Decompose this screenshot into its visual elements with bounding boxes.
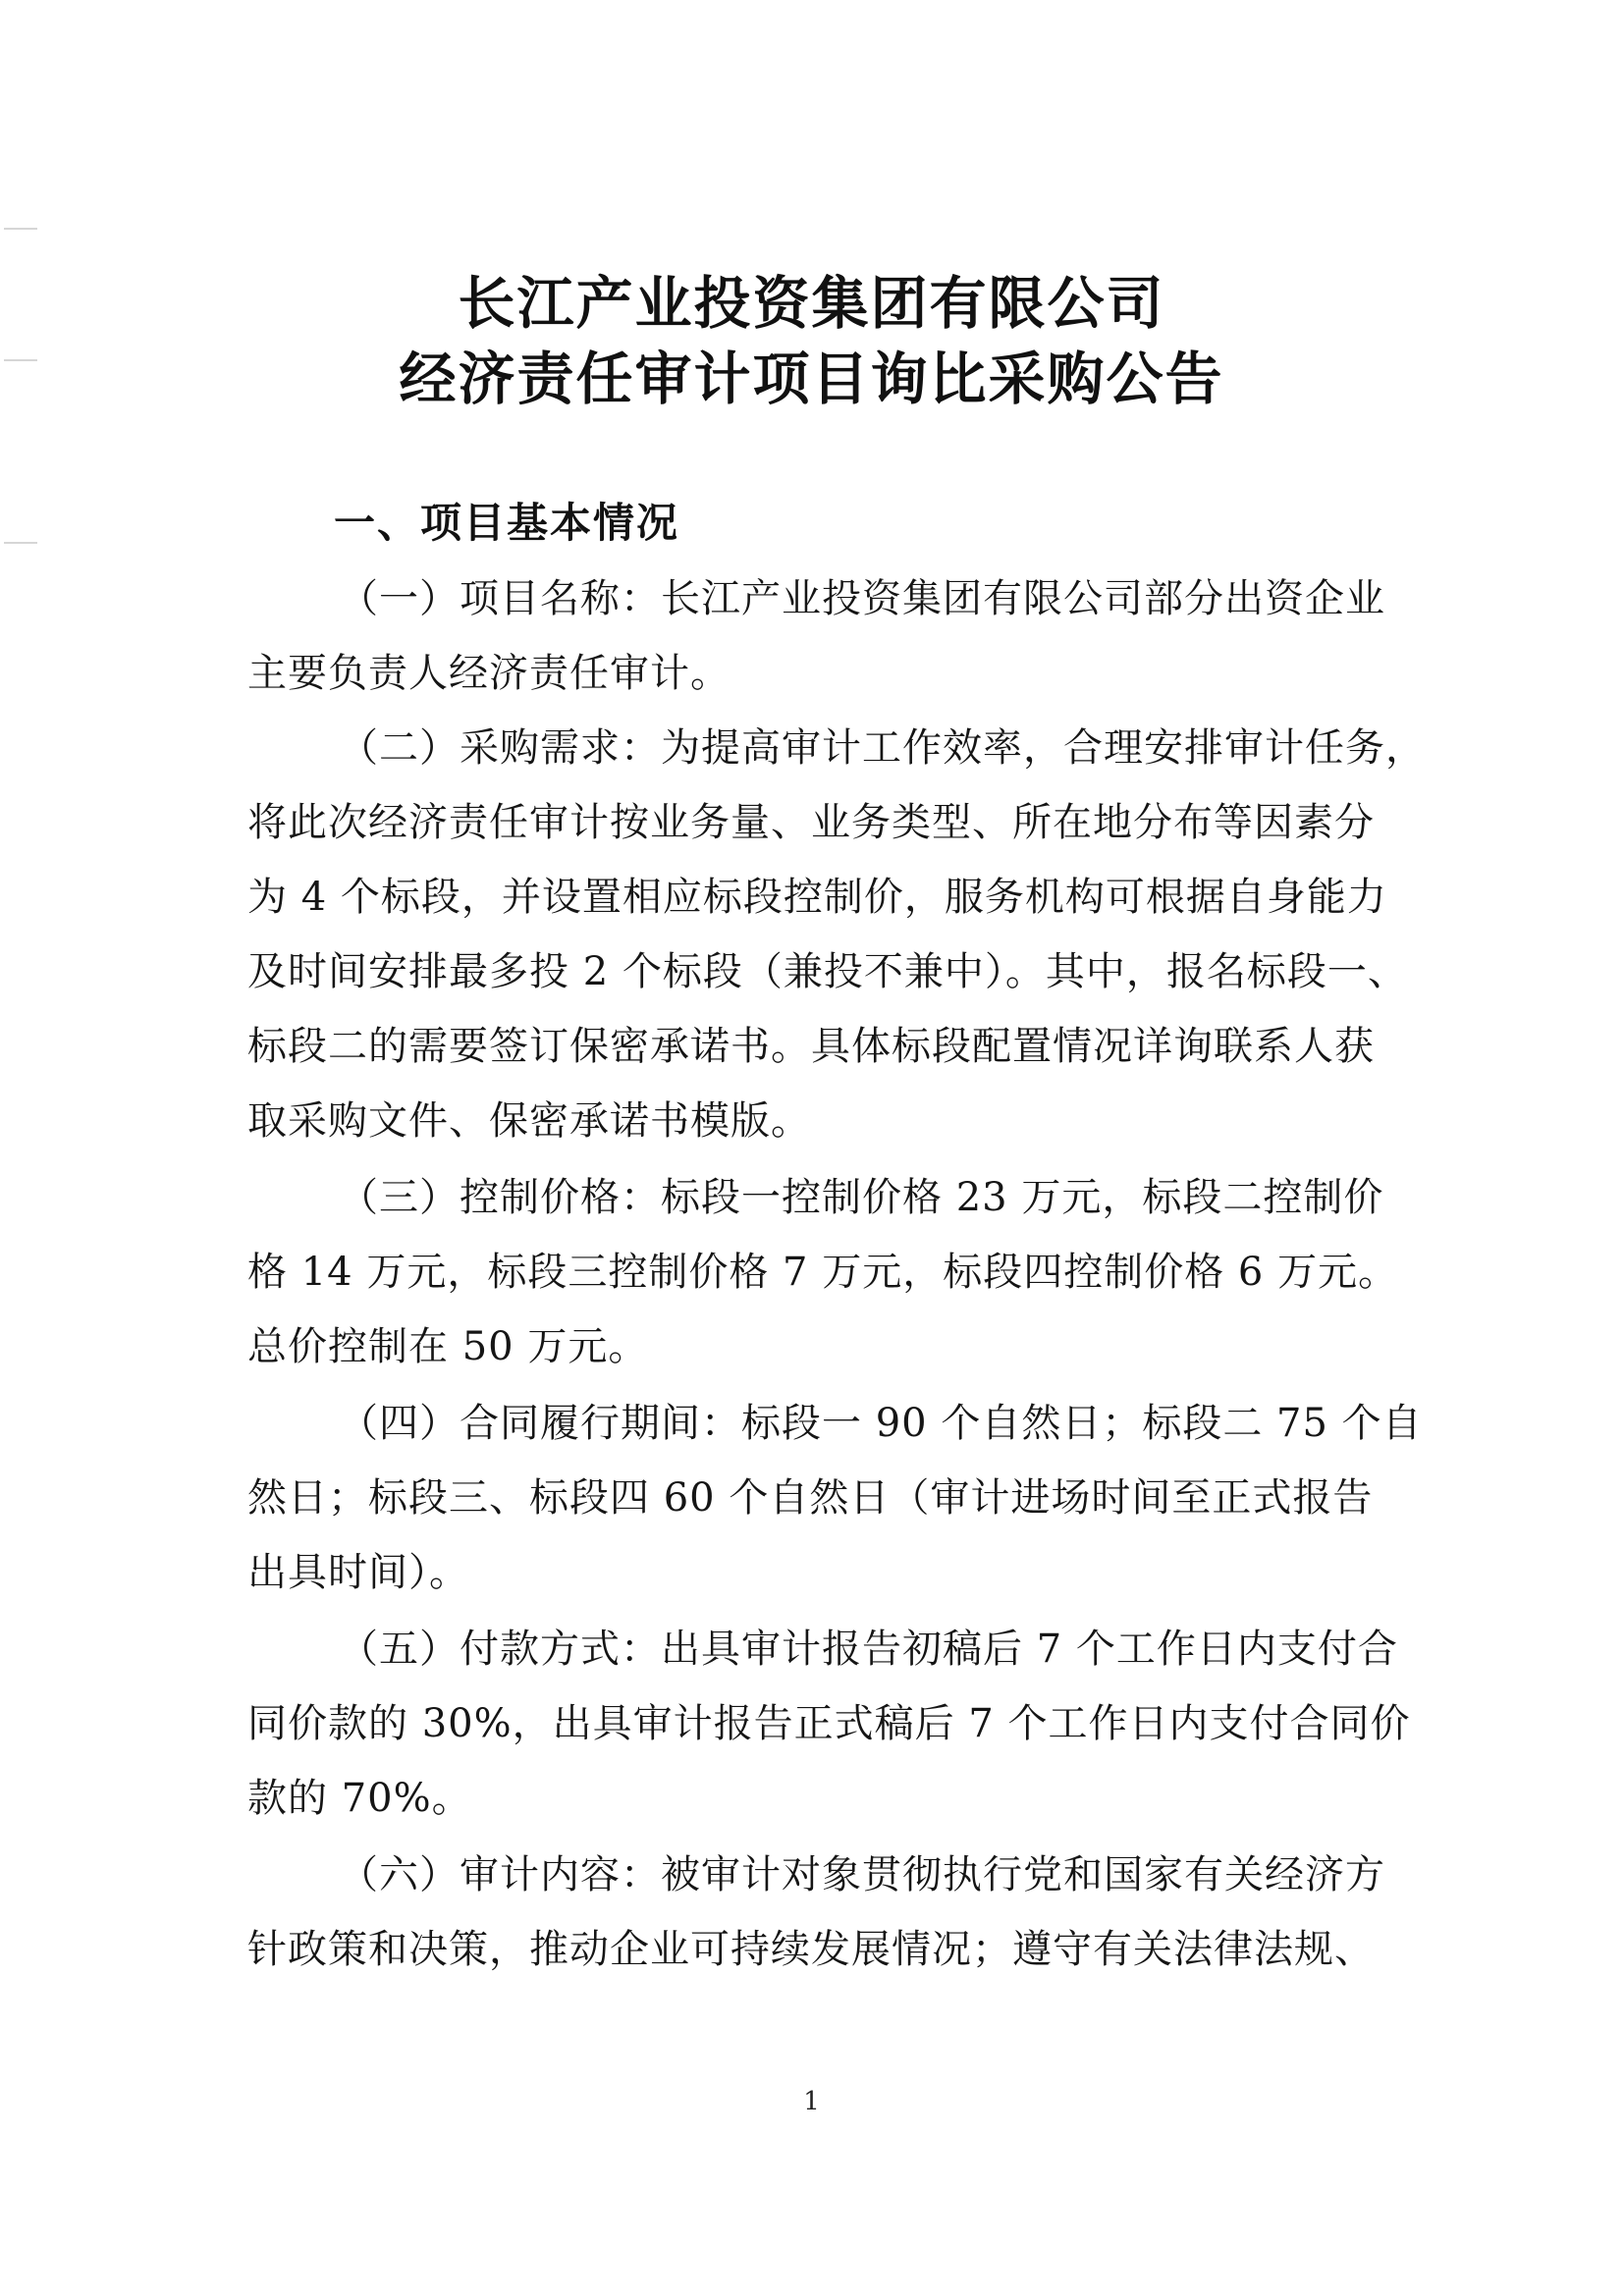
paragraph-4-line-2: 然日；标段三、标段四 60 个自然日（审计进场时间至正式报告	[247, 1475, 1374, 1521]
paragraph-2-line-5: 标段二的需要签订保密承诺书。具体标段配置情况详询联系人获	[247, 1024, 1375, 1069]
paragraph-1-line-2: 主要负责人经济责任审计。	[247, 651, 730, 696]
paragraph-2-line-4: 及时间安排最多投 2 个标段（兼投不兼中）。其中，报名标段一、	[247, 949, 1408, 994]
paragraph-5-line-2: 同价款的 30%，出具审计报告正式稿后 7 个工作日内支付合同价	[247, 1701, 1411, 1746]
paragraph-4-line-1: （四）合同履行期间：标段一 90 个自然日；标段二 75 个自	[339, 1401, 1423, 1446]
document-title-line-1: 长江产业投资集团有限公司	[458, 270, 1165, 337]
paragraph-1-line-1: （一）项目名称：长江产业投资集团有限公司部分出资企业	[339, 576, 1385, 621]
paragraph-2-line-1: （二）采购需求：为提高审计工作效率，合理安排审计任务，	[339, 725, 1426, 771]
document-title-line-2: 经济责任审计项目询比采购公告	[399, 346, 1224, 412]
paragraph-5-line-3: 款的 70%。	[247, 1776, 472, 1821]
scan-edge-mark	[4, 542, 37, 544]
paragraph-2-line-6: 取采购文件、保密承诺书模版。	[247, 1098, 811, 1144]
paragraph-3-line-1: （三）控制价格：标段一控制价格 23 万元，标段二控制价	[339, 1175, 1384, 1220]
paragraph-4-line-3: 出具时间）。	[247, 1550, 469, 1595]
paragraph-2-line-2: 将此次经济责任审计按业务量、业务类型、所在地分布等因素分	[247, 800, 1375, 845]
paragraph-3-line-3: 总价控制在 50 万元。	[247, 1324, 649, 1369]
paragraph-2-line-3: 为 4 个标段，并设置相应标段控制价，服务机构可根据自身能力	[247, 875, 1387, 920]
paragraph-6-line-2: 针政策和决策，推动企业可持续发展情况；遵守有关法律法规、	[247, 1927, 1375, 1972]
section-heading: 一、项目基本情况	[334, 499, 680, 547]
paragraph-3-line-2: 格 14 万元，标段三控制价格 7 万元，标段四控制价格 6 万元。	[247, 1250, 1399, 1295]
page-number: 1	[803, 2087, 820, 2116]
paragraph-5-line-1: （五）付款方式：出具审计报告初稿后 7 个工作日内支付合	[339, 1627, 1398, 1672]
scan-edge-mark	[4, 228, 37, 230]
paragraph-6-line-1: （六）审计内容：被审计对象贯彻执行党和国家有关经济方	[339, 1852, 1385, 1897]
